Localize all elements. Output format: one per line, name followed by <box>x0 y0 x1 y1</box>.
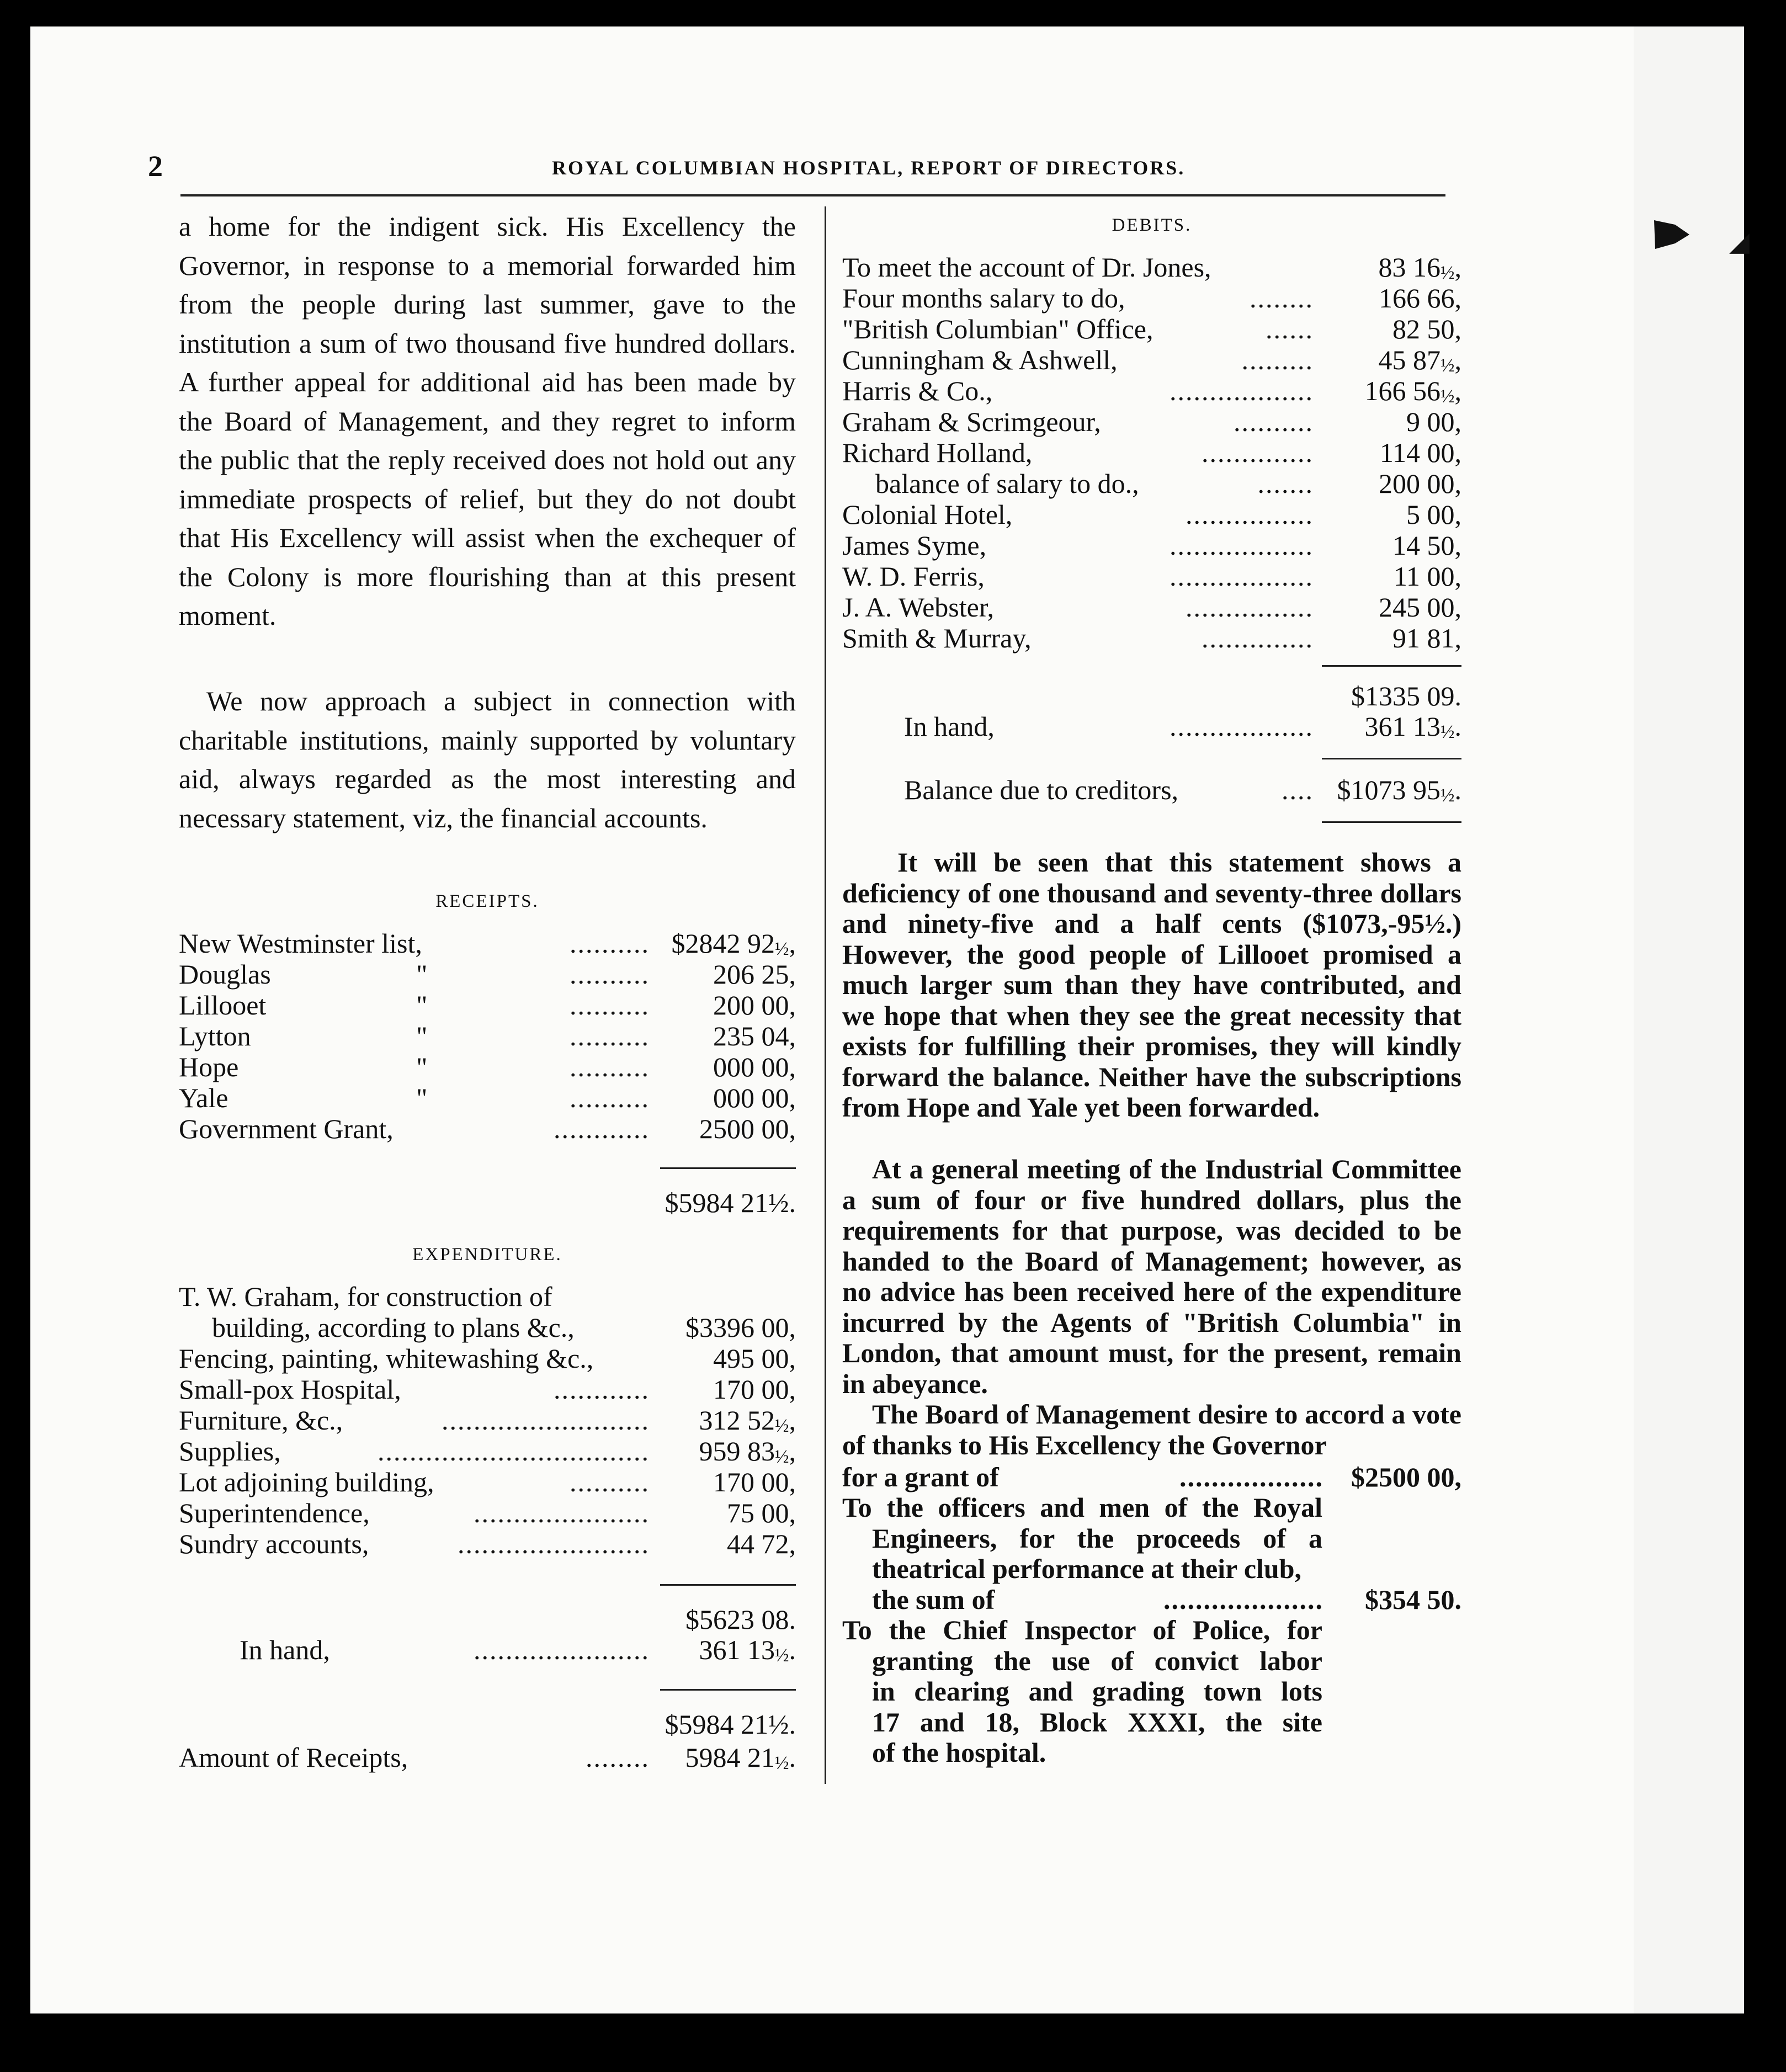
ledger-label: To meet the account of Dr. Jones, <box>842 252 1211 283</box>
half-fraction: ½ <box>775 1416 789 1436</box>
ledger-label: Fencing, painting, whitewashing &c., <box>179 1343 594 1374</box>
ledger-amount: $354 50. <box>1365 1584 1461 1615</box>
ledger-label: W. D. Ferris, <box>842 561 985 592</box>
ledger-amount: 000 00, <box>713 1082 796 1113</box>
ledger-label: T. W. Graham, for construction of <box>179 1281 552 1312</box>
deficiency-text: It will be seen that this statement shows a deficiency of one thousand and seventy-three dollars and ninety-five and a half cents ($1073,-95½.) However, the good people of Lillooet promised a much larger sum than they have contributed, and we hope that when they see the great necessity that exists for fulfilling their promises, they will kindly forward the balance. Neither have the subscriptions from Hope and Yale yet been forwarded. <box>842 847 1461 1123</box>
leader-dots: ................ <box>1186 592 1314 623</box>
amount-row <box>179 1741 796 1772</box>
leader-dots: ........ <box>1250 283 1314 314</box>
page-number: 2 <box>148 150 163 183</box>
ledger-amount: 170 00, <box>713 1374 796 1405</box>
leader-dots: .............. <box>1202 623 1314 654</box>
receipts-total: $5984 21½. <box>665 1187 796 1218</box>
left-in-hand <box>179 1634 796 1667</box>
column-divider <box>825 206 826 1784</box>
ledger-label: Small-pox Hospital, <box>179 1374 401 1405</box>
leader-dots: ...... <box>1266 314 1314 344</box>
ledger-label: Lillooet <box>179 990 267 1021</box>
ledger-label: balance of salary to do., <box>875 468 1139 499</box>
leader-dots: ............ <box>554 1374 650 1405</box>
ledger-amount: 206 25, <box>713 959 796 990</box>
ledger-amount: $2500 00, <box>1351 1462 1461 1492</box>
text-line: To the officers and men of the Royal <box>842 1492 1322 1523</box>
expenditure-row <box>179 1281 796 1311</box>
in-hand-row <box>904 710 1461 741</box>
leader-dots: .......... <box>1234 406 1314 437</box>
ledger-amount: 200 00, <box>1379 468 1461 499</box>
leader-dots: .......... <box>570 1082 650 1113</box>
ledger-amount: 82 50, <box>1392 314 1461 344</box>
debit-row <box>842 406 1461 437</box>
expenditure-table <box>179 1281 796 1573</box>
ledger-label: Government Grant, <box>179 1113 394 1144</box>
debit-row <box>842 560 1461 591</box>
ledger-label: Richard Holland, <box>842 437 1033 468</box>
expenditure-rule <box>660 1584 796 1586</box>
receipts-row <box>179 1020 796 1051</box>
thanks-police <box>842 1614 1461 1774</box>
leader-dots: .......... <box>570 1467 650 1497</box>
ledger-amount: 166 56½, <box>1364 375 1461 407</box>
ledger-amount: 361 13½. <box>699 1634 796 1666</box>
ledger-label: Douglas <box>179 959 271 990</box>
half-fraction: ½ <box>775 1447 789 1467</box>
leader-dots: .................... <box>1163 1584 1323 1615</box>
receipts-row <box>179 1113 796 1144</box>
leader-dots: .................. <box>1179 1462 1323 1492</box>
expenditure-row <box>179 1528 796 1559</box>
ledger-amount: 75 00, <box>727 1497 796 1528</box>
half-fraction: ½ <box>775 939 789 959</box>
expenditure-row <box>179 1497 796 1528</box>
ledger-label: Cunningham & Ashwell, <box>842 344 1118 375</box>
pointer-arrow-icon <box>1653 218 1692 251</box>
leader-dots: .......... <box>570 928 650 959</box>
committee-text: At a general meeting of the Industrial Committee a sum of four or five hundred dollars, plus the requirements for that purpose, was decided to be handed to the Board of Management; however, as no advice has been received here of the expenditure incurred by the Agents of "British Columbia" in London, that amount must, for the present, remain in abeyance. <box>842 1154 1461 1399</box>
header-rule <box>180 194 1445 196</box>
leader-dots: .................. <box>1170 530 1314 561</box>
expenditure-subtotal: $5623 08. <box>685 1604 796 1635</box>
expenditure-row <box>179 1311 796 1342</box>
leader-dots: ......... <box>1241 344 1314 375</box>
thanks-engineers-sum <box>842 1584 1461 1617</box>
leader-dots: .................. <box>1170 561 1314 592</box>
ledger-label: Graham & Scrimgeour, <box>842 406 1101 437</box>
ledger-amount: 235 04, <box>713 1021 796 1051</box>
ledger-amount: 495 00, <box>713 1343 796 1374</box>
half-fraction: ½ <box>1441 722 1455 742</box>
page-edge <box>1634 26 1744 2013</box>
expenditure-row <box>179 1373 796 1404</box>
expenditure-total-rule <box>660 1689 796 1691</box>
ledger-label: Sundry accounts, <box>179 1528 369 1559</box>
receipts-table <box>179 927 796 1159</box>
half-fraction: ½ <box>1441 386 1455 407</box>
expenditure-total: $5984 21½. <box>665 1709 796 1740</box>
balance-due <box>904 774 1461 807</box>
debit-row <box>842 529 1461 560</box>
ledger-label: In hand, <box>904 711 995 742</box>
ledger-amount: 312 52½, <box>699 1405 796 1436</box>
balance-rule <box>1322 758 1461 759</box>
leader-dots: .......... <box>570 959 650 990</box>
in-hand-row <box>179 1634 796 1665</box>
debit-row <box>842 437 1461 467</box>
leader-dots: .................. <box>1170 711 1314 742</box>
ditto-mark: " <box>416 990 428 1021</box>
ledger-label: "British Columbian" Office, <box>842 314 1154 344</box>
ledger-label: Hope <box>179 1051 239 1082</box>
ledger-label: Balance due to creditors, <box>904 774 1179 805</box>
ledger-label: Lytton <box>179 1021 251 1051</box>
expenditure-heading: EXPENDITURE. <box>412 1245 562 1265</box>
ledger-amount: 11 00, <box>1393 561 1461 592</box>
leader-dots: .......... <box>570 1051 650 1082</box>
debits-heading: DEBITS. <box>1112 215 1192 235</box>
right-in-hand <box>904 710 1461 743</box>
thanks-row <box>842 1461 1461 1492</box>
ledger-amount: 959 83½, <box>699 1436 796 1467</box>
ledger-amount: $2842 92½, <box>671 928 796 959</box>
receipts-heading: RECEIPTS. <box>435 891 539 911</box>
intro-paragraph <box>179 207 796 635</box>
amount-of-receipts <box>179 1741 796 1775</box>
debit-row <box>842 591 1461 622</box>
leader-dots: .... <box>1282 774 1314 805</box>
text-line: To the Chief Inspector of Police, for <box>842 1614 1322 1645</box>
ledger-label: Four months salary to do, <box>842 283 1125 314</box>
leader-dots: .......................... <box>442 1405 650 1436</box>
debits-total: $1335 09. <box>1351 681 1461 711</box>
intro-text: a home for the indigent sick. His Excellency the Governor, in response to a memorial forwarded him from the people during last summer, gave to the institution a sum of two thousand five hundred dollars. A further appeal for additional aid has been made by the Board of Management, and they regret to inform the public that the reply received does not hold out any immediate prospects of relief, but they do not doubt that His Excellency will assist when the exchequer of the Colony is more flourishing than at this present moment. <box>179 211 796 631</box>
debit-row <box>842 313 1461 344</box>
ledger-amount: 200 00, <box>713 990 796 1021</box>
receipts-row <box>179 1082 796 1113</box>
receipts-row <box>179 1051 796 1082</box>
debit-row <box>842 467 1461 498</box>
running-header: ROYAL COLUMBIAN HOSPITAL, REPORT OF DIRECTORS. <box>552 157 1186 179</box>
ledger-label: Furniture, &c., <box>179 1405 343 1436</box>
committee-paragraph <box>842 1154 1461 1399</box>
receipts-total-rule <box>660 1167 796 1169</box>
ditto-mark: " <box>416 1082 428 1113</box>
ledger-amount: 361 13½. <box>1364 711 1461 742</box>
half-fraction: ½ <box>1441 263 1455 283</box>
ledger-amount: 166 66, <box>1379 283 1461 314</box>
text-line: in clearing and grading town lots <box>872 1676 1322 1707</box>
ledger-amount: 14 50, <box>1392 530 1461 561</box>
leader-dots: ...................... <box>474 1634 650 1665</box>
leader-dots: ................ <box>1186 499 1314 530</box>
leader-dots: ........................ <box>458 1528 650 1559</box>
leader-dots: .................. <box>1170 375 1314 406</box>
text-line: Engineers, for the proceeds of a <box>872 1522 1322 1554</box>
debit-row <box>842 622 1461 653</box>
ledger-label: In hand, <box>240 1634 330 1665</box>
deficiency-paragraph <box>842 847 1461 1123</box>
expenditure-row <box>179 1435 796 1466</box>
ledger-label: building, according to plans &c., <box>212 1312 575 1343</box>
ledger-label: New Westminster list, <box>179 928 422 959</box>
debit-row <box>842 251 1461 282</box>
ledger-label: Superintendence, <box>179 1497 370 1528</box>
financial-intro-paragraph <box>179 682 796 837</box>
ledger-label: Harris & Co., <box>842 375 993 406</box>
ditto-mark: " <box>416 1051 428 1082</box>
receipts-row <box>179 958 796 989</box>
balance-row <box>904 774 1461 805</box>
debits-rule <box>1322 665 1461 667</box>
ledger-label: Yale <box>179 1082 228 1113</box>
ledger-amount: 2500 00, <box>699 1113 796 1144</box>
half-fraction: ½ <box>775 1753 789 1773</box>
leader-dots: .......... <box>570 1021 650 1051</box>
thanks-intro-text: The Board of Management desire to accord a vote of thanks to His Excellency the Governor <box>842 1399 1461 1460</box>
thanks-intro <box>842 1399 1461 1460</box>
debit-row <box>842 344 1461 375</box>
ledger-amount: 83 16½, <box>1378 252 1461 283</box>
ledger-label: Smith & Murray, <box>842 623 1032 654</box>
leader-dots: .............. <box>1202 437 1314 468</box>
receipts-row <box>179 927 796 958</box>
receipts-row <box>179 989 796 1020</box>
ledger-label: Supplies, <box>179 1436 281 1467</box>
expenditure-row <box>179 1466 796 1497</box>
ledger-amount: $1073 95½. <box>1337 774 1461 806</box>
half-fraction: ½ <box>1441 785 1455 806</box>
ditto-mark: " <box>416 1021 428 1051</box>
ledger-amount: 5 00, <box>1406 499 1461 530</box>
ledger-amount: 114 00, <box>1379 437 1461 468</box>
thanks-row <box>842 1584 1461 1614</box>
leader-dots: ...................... <box>474 1497 650 1528</box>
leader-dots: ............ <box>554 1113 650 1144</box>
debit-row <box>842 375 1461 406</box>
debits-table <box>842 251 1461 660</box>
ditto-mark: " <box>416 959 428 990</box>
leader-dots: ....... <box>1257 468 1314 499</box>
ledger-amount: 45 87½, <box>1378 344 1461 376</box>
ledger-amount: 91 81, <box>1392 623 1461 654</box>
ledger-amount: 000 00, <box>713 1051 796 1082</box>
half-fraction: ½ <box>775 1645 789 1666</box>
ledger-amount: 5984 21½. <box>685 1742 796 1773</box>
debit-row <box>842 282 1461 313</box>
leader-dots: .................................. <box>378 1436 650 1467</box>
debit-row <box>842 498 1461 529</box>
ledger-amount: 170 00, <box>713 1467 796 1497</box>
ledger-label: the sum of <box>872 1584 995 1615</box>
expenditure-row <box>179 1342 796 1373</box>
leader-dots: ........ <box>586 1742 650 1773</box>
margin-mark: ◢ <box>1729 227 1750 257</box>
half-fraction: ½ <box>1441 355 1455 376</box>
text-line: theatrical performance at their club, <box>872 1553 1302 1584</box>
ledger-label: for a grant of <box>842 1462 999 1492</box>
ledger-label: Colonial Hotel, <box>842 499 1013 530</box>
ledger-amount: 9 00, <box>1406 406 1461 437</box>
ledger-amount: $3396 00, <box>685 1312 796 1343</box>
text-line: of the hospital. <box>872 1737 1046 1768</box>
ledger-label: Amount of Receipts, <box>179 1742 408 1773</box>
financial-intro-text: We now approach a subject in connection with charitable institutions, mainly supported by voluntary aid, always regarded as the most interesting and necessary statement, viz, the financial accounts. <box>179 686 796 833</box>
expenditure-row <box>179 1404 796 1435</box>
ledger-amount: 245 00, <box>1379 592 1461 623</box>
thanks-governor-line <box>842 1461 1461 1494</box>
leader-dots: .......... <box>570 990 650 1021</box>
ledger-label: James Syme, <box>842 530 987 561</box>
ledger-amount: 44 72, <box>727 1528 796 1559</box>
balance-bottom-rule <box>1322 821 1461 823</box>
text-line: 17 and 18, Block XXXI, the site <box>872 1706 1322 1738</box>
ledger-label: J. A. Webster, <box>842 592 994 623</box>
text-line: granting the use of convict labor <box>872 1645 1322 1676</box>
ledger-label: Lot adjoining building, <box>179 1467 434 1497</box>
